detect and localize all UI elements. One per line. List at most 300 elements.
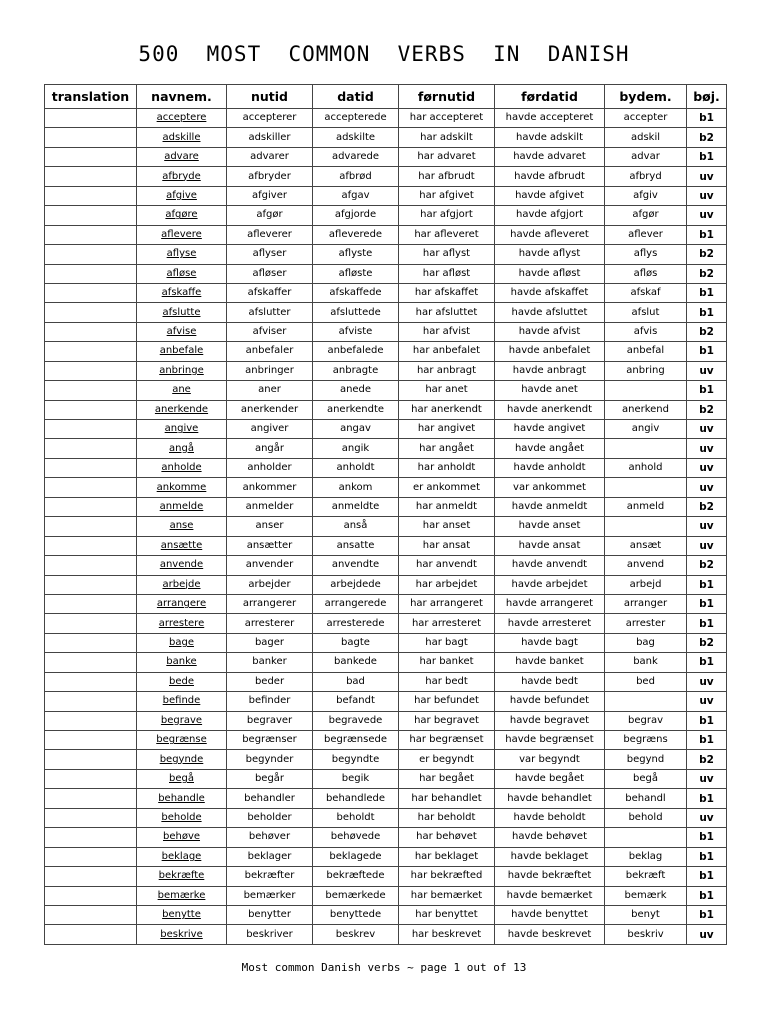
past-cell: anmeldte [313,497,399,516]
imperative-cell: afvis [605,322,687,341]
translation-cell [45,206,137,225]
infinitive-link[interactable]: banke [137,653,227,672]
present-perfect-cell: har benyttet [399,905,495,924]
past-perfect-cell: havde accepteret [495,109,605,128]
header-row [45,85,727,109]
present-cell: arresterer [227,614,313,633]
infinitive-link[interactable]: afskaffe [137,283,227,302]
past-perfect-cell: havde afbrudt [495,167,605,186]
translation-cell [45,186,137,205]
translation-cell [45,128,137,147]
past-perfect-cell: havde beholdt [495,808,605,827]
past-perfect-cell: havde adskilt [495,128,605,147]
conjugation-cell: b1 [687,867,727,886]
imperative-cell: aflys [605,245,687,264]
past-cell: begrænsede [313,731,399,750]
infinitive-link[interactable]: beholde [137,808,227,827]
table-row [45,672,727,691]
conjugation-cell: b1 [687,828,727,847]
present-perfect-cell: har anset [399,517,495,536]
infinitive-link[interactable]: afvise [137,322,227,341]
conjugation-cell: b2 [687,497,727,516]
conjugation-cell: uv [687,439,727,458]
present-cell: anvender [227,556,313,575]
present-perfect-cell: har ansat [399,536,495,555]
present-cell: afgør [227,206,313,225]
imperative-cell [605,439,687,458]
past-cell: ankom [313,478,399,497]
conjugation-cell: b1 [687,303,727,322]
header-imperative: bydem. [605,85,687,109]
present-cell: accepterer [227,109,313,128]
past-perfect-cell: havde afsluttet [495,303,605,322]
present-cell: afløser [227,264,313,283]
imperative-cell: anvend [605,556,687,575]
conjugation-cell: b2 [687,322,727,341]
table-row [45,731,727,750]
infinitive-link[interactable]: anbefale [137,342,227,361]
infinitive-link[interactable]: afløse [137,264,227,283]
past-perfect-cell: havde beklaget [495,847,605,866]
present-perfect-cell: har afbrudt [399,167,495,186]
past-perfect-cell: havde advaret [495,147,605,166]
conjugation-cell: uv [687,808,727,827]
past-perfect-cell: havde bemærket [495,886,605,905]
conjugation-cell: uv [687,361,727,380]
infinitive-link[interactable]: afslutte [137,303,227,322]
conjugation-cell: b2 [687,264,727,283]
table-row [45,128,727,147]
infinitive-link[interactable]: bage [137,633,227,652]
present-cell: bemærker [227,886,313,905]
translation-cell [45,420,137,439]
table-row [45,322,727,341]
imperative-cell: advar [605,147,687,166]
infinitive-link[interactable]: begå [137,769,227,788]
conjugation-cell: b1 [687,594,727,613]
translation-cell [45,458,137,477]
past-cell: accepterede [313,109,399,128]
translation-cell [45,905,137,924]
infinitive-link[interactable]: beskrive [137,925,227,944]
conjugation-cell: b1 [687,886,727,905]
table-row [45,497,727,516]
table-row [45,867,727,886]
past-perfect-cell: havde anet [495,381,605,400]
translation-cell [45,381,137,400]
table-row [45,283,727,302]
conjugation-cell: uv [687,206,727,225]
past-cell: behandlede [313,789,399,808]
present-perfect-cell: har anerkendt [399,400,495,419]
infinitive-link[interactable]: ankomme [137,478,227,497]
past-cell: anede [313,381,399,400]
conjugation-cell: b2 [687,400,727,419]
conjugation-cell: b2 [687,750,727,769]
present-perfect-cell: har begået [399,769,495,788]
conjugation-cell: b1 [687,789,727,808]
table-row [45,575,727,594]
infinitive-link[interactable]: begrave [137,711,227,730]
translation-cell [45,109,137,128]
infinitive-link[interactable]: bekræfte [137,867,227,886]
present-perfect-cell: har anholdt [399,458,495,477]
present-cell: behandler [227,789,313,808]
present-perfect-cell: har banket [399,653,495,672]
table-row [45,303,727,322]
past-cell: befandt [313,692,399,711]
past-perfect-cell: havde angivet [495,420,605,439]
past-cell: angik [313,439,399,458]
infinitive-link[interactable]: afbryde [137,167,227,186]
present-perfect-cell: har behandlet [399,789,495,808]
present-cell: beklager [227,847,313,866]
translation-cell [45,692,137,711]
infinitive-link[interactable]: aflevere [137,225,227,244]
translation-cell [45,400,137,419]
past-perfect-cell: havde anmeldt [495,497,605,516]
present-cell: anbringer [227,361,313,380]
past-cell: behøvede [313,828,399,847]
present-perfect-cell: er ankommet [399,478,495,497]
past-cell: aflyste [313,245,399,264]
table-row [45,633,727,652]
translation-cell [45,789,137,808]
present-perfect-cell: har behøvet [399,828,495,847]
infinitive-link[interactable]: arbejde [137,575,227,594]
infinitive-link[interactable]: bede [137,672,227,691]
present-cell: banker [227,653,313,672]
present-cell: begår [227,769,313,788]
past-perfect-cell: havde anbefalet [495,342,605,361]
past-perfect-cell: var ankommet [495,478,605,497]
table-row [45,886,727,905]
table-row [45,381,727,400]
translation-cell [45,167,137,186]
infinitive-link[interactable]: afgive [137,186,227,205]
past-cell: bankede [313,653,399,672]
table-row [45,342,727,361]
past-perfect-cell: havde ansat [495,536,605,555]
table-row [45,536,727,555]
present-cell: begynder [227,750,313,769]
translation-cell [45,731,137,750]
verb-table [44,84,727,945]
translation-cell [45,245,137,264]
infinitive-link[interactable]: beklage [137,847,227,866]
conjugation-cell: b1 [687,847,727,866]
infinitive-link[interactable]: anse [137,517,227,536]
past-cell: beklagede [313,847,399,866]
present-cell: aflyser [227,245,313,264]
present-perfect-cell: har arbejdet [399,575,495,594]
past-perfect-cell: havde afvist [495,322,605,341]
present-cell: arbejder [227,575,313,594]
infinitive-link[interactable]: advare [137,147,227,166]
present-perfect-cell: har afgivet [399,186,495,205]
translation-cell [45,556,137,575]
past-cell: anvendte [313,556,399,575]
past-cell: bad [313,672,399,691]
past-perfect-cell: havde anbragt [495,361,605,380]
table-row [45,225,727,244]
past-perfect-cell: havde angået [495,439,605,458]
imperative-cell: bag [605,633,687,652]
conjugation-cell: uv [687,478,727,497]
past-cell: beskrev [313,925,399,944]
present-cell: bager [227,633,313,652]
present-cell: begraver [227,711,313,730]
past-perfect-cell: havde beskrevet [495,925,605,944]
infinitive-link[interactable]: arrangere [137,594,227,613]
past-cell: anholdt [313,458,399,477]
infinitive-link[interactable]: begynde [137,750,227,769]
page-footer: Most common Danish verbs ~ page 1 out of 13 [241,961,527,974]
translation-cell [45,536,137,555]
table-row [45,769,727,788]
conjugation-cell: uv [687,925,727,944]
present-cell: beskriver [227,925,313,944]
infinitive-link[interactable]: begrænse [137,731,227,750]
present-perfect-cell: har beholdt [399,808,495,827]
infinitive-link[interactable]: befinde [137,692,227,711]
conjugation-cell: uv [687,420,727,439]
conjugation-cell: b1 [687,147,727,166]
past-perfect-cell: havde anset [495,517,605,536]
infinitive-link[interactable]: ane [137,381,227,400]
infinitive-link[interactable]: angå [137,439,227,458]
infinitive-link[interactable]: anholde [137,458,227,477]
conjugation-cell: b1 [687,283,727,302]
table-row [45,458,727,477]
translation-cell [45,828,137,847]
translation-cell [45,517,137,536]
header-conjugation: bøj. [687,85,727,109]
translation-cell [45,633,137,652]
past-cell: anså [313,517,399,536]
imperative-cell: begynd [605,750,687,769]
past-cell: afgav [313,186,399,205]
present-cell: ansætter [227,536,313,555]
present-cell: aner [227,381,313,400]
conjugation-cell: b1 [687,711,727,730]
present-perfect-cell: har afskaffet [399,283,495,302]
past-cell: beholdt [313,808,399,827]
infinitive-link[interactable]: afgøre [137,206,227,225]
present-cell: angiver [227,420,313,439]
past-perfect-cell: havde afleveret [495,225,605,244]
translation-cell [45,614,137,633]
translation-cell [45,225,137,244]
past-cell: afsluttede [313,303,399,322]
present-perfect-cell: har advaret [399,147,495,166]
imperative-cell: begå [605,769,687,788]
infinitive-link[interactable]: behandle [137,789,227,808]
imperative-cell: ansæt [605,536,687,555]
present-cell: beholder [227,808,313,827]
present-perfect-cell: har befundet [399,692,495,711]
present-cell: adskiller [227,128,313,147]
present-perfect-cell: har afsluttet [399,303,495,322]
imperative-cell: anbring [605,361,687,380]
table-row [45,420,727,439]
translation-cell [45,478,137,497]
past-cell: benyttede [313,905,399,924]
imperative-cell: afskaf [605,283,687,302]
conjugation-cell: b1 [687,614,727,633]
past-cell: afgjorde [313,206,399,225]
past-perfect-cell: havde arrangeret [495,594,605,613]
imperative-cell [605,692,687,711]
table-row [45,556,727,575]
present-perfect-cell: har adskilt [399,128,495,147]
imperative-cell: afgiv [605,186,687,205]
past-perfect-cell: havde bagt [495,633,605,652]
header-present: nutid [227,85,313,109]
translation-cell [45,322,137,341]
present-perfect-cell: har arresteret [399,614,495,633]
imperative-cell: aflever [605,225,687,244]
past-cell: afløste [313,264,399,283]
present-perfect-cell: har afløst [399,264,495,283]
infinitive-link[interactable]: aflyse [137,245,227,264]
past-cell: begravede [313,711,399,730]
past-perfect-cell: havde benyttet [495,905,605,924]
present-cell: anmelder [227,497,313,516]
present-cell: anholder [227,458,313,477]
present-perfect-cell: har anet [399,381,495,400]
present-perfect-cell: har beskrevet [399,925,495,944]
past-cell: adskilte [313,128,399,147]
header-translation: translation [45,85,137,109]
imperative-cell: beklag [605,847,687,866]
past-perfect-cell: havde begået [495,769,605,788]
translation-cell [45,750,137,769]
conjugation-cell: b2 [687,128,727,147]
infinitive-link[interactable]: adskille [137,128,227,147]
translation-cell [45,283,137,302]
translation-cell [45,653,137,672]
translation-cell [45,769,137,788]
table-row [45,206,727,225]
infinitive-link[interactable]: anbringe [137,361,227,380]
table-row [45,245,727,264]
conjugation-cell: b1 [687,225,727,244]
imperative-cell [605,478,687,497]
present-perfect-cell: har anbefalet [399,342,495,361]
imperative-cell: anhold [605,458,687,477]
present-cell: anerkender [227,400,313,419]
header-infinitive: navnem. [137,85,227,109]
present-cell: afskaffer [227,283,313,302]
table-row [45,594,727,613]
infinitive-link[interactable]: benytte [137,905,227,924]
past-perfect-cell: havde behøvet [495,828,605,847]
past-perfect-cell: havde begravet [495,711,605,730]
table-row [45,614,727,633]
past-perfect-cell: havde anholdt [495,458,605,477]
present-cell: afviser [227,322,313,341]
translation-cell [45,303,137,322]
past-cell: anbragte [313,361,399,380]
past-cell: arresterede [313,614,399,633]
infinitive-link[interactable]: arrestere [137,614,227,633]
header-present-perfect: førnutid [399,85,495,109]
translation-cell [45,808,137,827]
imperative-cell: adskil [605,128,687,147]
conjugation-cell: uv [687,692,727,711]
conjugation-cell: uv [687,186,727,205]
past-perfect-cell: havde afgivet [495,186,605,205]
translation-cell [45,264,137,283]
infinitive-link[interactable]: behøve [137,828,227,847]
present-perfect-cell: har arrangeret [399,594,495,613]
present-cell: afgiver [227,186,313,205]
present-perfect-cell: har afgjort [399,206,495,225]
present-cell: arrangerer [227,594,313,613]
present-cell: behøver [227,828,313,847]
present-cell: anbefaler [227,342,313,361]
translation-cell [45,594,137,613]
translation-cell [45,886,137,905]
conjugation-cell: b1 [687,109,727,128]
past-cell: afskaffede [313,283,399,302]
infinitive-link[interactable]: angive [137,420,227,439]
past-perfect-cell: havde befundet [495,692,605,711]
table-row [45,400,727,419]
past-cell: begyndte [313,750,399,769]
conjugation-cell: uv [687,672,727,691]
header-past: datid [313,85,399,109]
infinitive-link[interactable]: ansætte [137,536,227,555]
imperative-cell: benyt [605,905,687,924]
table-row [45,264,727,283]
imperative-cell: anbefal [605,342,687,361]
table-row [45,167,727,186]
past-perfect-cell: var begyndt [495,750,605,769]
infinitive-link[interactable]: bemærke [137,886,227,905]
infinitive-link[interactable]: acceptere [137,109,227,128]
past-cell: anbefalede [313,342,399,361]
conjugation-cell: b1 [687,653,727,672]
translation-cell [45,342,137,361]
header-past-perfect: førdatid [495,85,605,109]
imperative-cell: bed [605,672,687,691]
infinitive-link[interactable]: anerkende [137,400,227,419]
translation-cell [45,925,137,944]
past-cell: bekræftede [313,867,399,886]
infinitive-link[interactable]: anmelde [137,497,227,516]
past-cell: afbrød [313,167,399,186]
present-perfect-cell: har bekræfted [399,867,495,886]
past-perfect-cell: havde arbejdet [495,575,605,594]
conjugation-cell: b1 [687,905,727,924]
conjugation-cell: b1 [687,731,727,750]
conjugation-cell: b1 [687,381,727,400]
past-cell: ansatte [313,536,399,555]
past-perfect-cell: havde afskaffet [495,283,605,302]
past-perfect-cell: havde afgjort [495,206,605,225]
infinitive-link[interactable]: anvende [137,556,227,575]
table-row [45,789,727,808]
table-row [45,692,727,711]
past-cell: bagte [313,633,399,652]
present-perfect-cell: har anmeldt [399,497,495,516]
past-perfect-cell: havde behandlet [495,789,605,808]
present-perfect-cell: har afleveret [399,225,495,244]
imperative-cell: behold [605,808,687,827]
table-row [45,109,727,128]
